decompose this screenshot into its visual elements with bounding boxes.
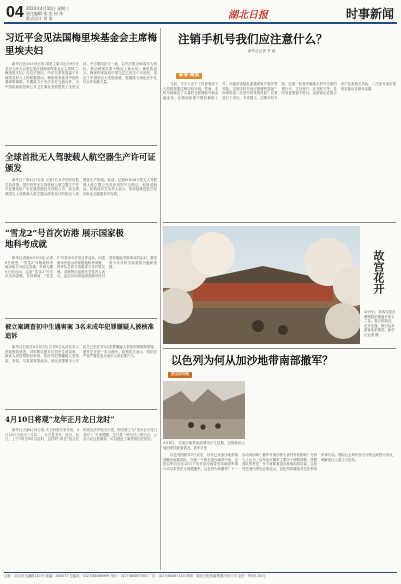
column-divider: [160, 28, 161, 570]
footer-info: [4, 572, 397, 584]
headline-phone: 注销手机号我们应注意什么？: [178, 32, 328, 46]
tag-hot-qa: 热点问答: [168, 372, 192, 378]
masthead: [0, 0, 401, 25]
headline-drone: 全球首批无人驾驶载人航空器生产许可证颁发: [5, 152, 156, 173]
gaza-photo-caption: 4月8日，在加沙地带南部城市汗尤尼斯，巴勒斯坦人返回家园查看情况。新华社发: [163, 441, 245, 450]
divider: [163, 222, 396, 223]
headline-dragon: 4月10日将观“龙年正月龙日龙时”: [5, 415, 115, 424]
forbidden-city-image: [163, 226, 360, 344]
divider: [5, 409, 157, 410]
sidebar-title: 故宫花开: [372, 250, 385, 294]
body-drone: 新华社广州4月7日电 记者7日从中国民用航空局获悉，国内首张无人驾驶载人航空器生产许可证颁发给广东亿航智能技术有限公司，标志着我国无人驾驶载人航空器从研发设计阶段迈入规模化生产阶段。此前，亿航EH216-S型无人驾驶载人航空器已先后获得型号合格证、标准适航证。民航局有关负责人表示，将持续推进低空经济新业态健康有序发展。: [5, 178, 157, 196]
body-phone: 当前，不少人出于工作需要或个人原因需要注销手机号码。然而，手机号码绑定了大量的互联网账号和金融业务，注销前如果不做好解绑工作，可能带来隐私泄露和财产损失等风险。注销手机号前应做哪些准备？如何防范二次放号带来的风险？记者进行了采访。专家提示，注销手机号前，应逐一检查并解绑手机号关联的银行卡、支付账户、社交账号等，及时变更预留手机号。运营商也应提示用户注意相关风险，二次放号前应按规定留出足够冷冻期。: [163, 82, 396, 100]
body-gaza: 以色列国防军7日宣布，以军已从加沙地带南部撤出地面部队，仅留一个旅在加沙地带中部。这是以军自去年10月下旬对加沙地带发动地面军事行动以来首次大规模撤军。以色列为何撤军？下一步动向如何？撤军对加沙停火谈判有何影响？分析人士认为，以军此次撤军主要出于调整部署、休整部队等考虑，并不意味着加沙战事即将结束。以色列总理内塔尼亚胡表示，以色列将继续对拉法采取军事行动。国际社会呼吁各方尽快达成停火协议，缓解加沙人道主义危机。: [163, 453, 396, 471]
headline-case: 被立案调查初中生遇害案 3名未成年犯罪嫌疑人被核准追诉: [5, 324, 154, 340]
byline-phone: 新华社记者 李 斌: [248, 49, 276, 53]
headline-xi: 习近平会见法国梅里埃基金会主席梅里埃夫妇: [5, 33, 158, 57]
divider: [163, 348, 396, 349]
body-dragon: 新华社天津4月9日电 天文科普专家介绍，4月10日为农历三月初二，当天是龙年、辰月、辰日，上午7时至9时为辰时，这样的“四龙”组合在传统历法中较为少见，网友称之为“龙年正月龙日龙时”。专家提醒，这只是一种历法上的巧合，公众不必过度解读，可以借此了解传统历法知识。: [5, 428, 157, 442]
divider: [5, 222, 157, 223]
issue-date: 2024年4月10日 星期三 责任编辑 张 龙 何 伟 版式设计 刘 涛: [26, 6, 70, 21]
footer-text: 社址：武汉市东湖路181号 邮编：430077 总编室：(027)88566999 发行：(027)88567555 广告：(027)88567333 印刷：湖北日报传媒集团印务公司 定价：每份1.50元: [4, 574, 266, 578]
body-xi: 新华社北京4月9日电 国家主席习近平9日在北京人民大会堂会见法国梅里埃基金会主席阿兰·梅里埃夫妇。习近平指出，中法关系发展离不开两国友好人士的积极推动。梅里埃家族同中国有着深厚渊源，长期致力于中法友好交流合作，为中国疾病防控和公共卫生事业发展提供了宝贵支持。中方愿同法方一道，以中法建交60周年为契机，推动两国关系不断迈上新台阶。梅里埃表示，梅里埃家族同中国交往已有半个多世纪，见证了中国的巨大发展成就，愿继续为深化法中友好合作贡献力量。: [5, 62, 157, 89]
headline-gaza: 以色列为何从加沙地带南部撤军？: [171, 354, 333, 367]
divider: [5, 145, 157, 146]
paper-name: 湖北日报: [228, 10, 268, 21]
divider: [5, 318, 157, 319]
masthead-rule: [4, 22, 397, 24]
section-title: 时事新闻: [345, 7, 394, 21]
body-snow: 新华社香港4月9日电 记者9日获悉，“雪龙2”号极地科考破冰船当天抵达香港，开始为期5天的访问，这是“雪龙2”号首次访问香港。访问期间，“雪龙2”号将举办开放日等活动，向香港市民展示国家极地科考成就，科考队员将与香港青少年开展交流。香港特区政府有关负责人表示，此次访问将加深香港市民对国家极地考察事业的认识，激发青少年对科学探索的兴趣和热情。: [5, 256, 157, 279]
page-number: 04: [6, 4, 24, 21]
gaza-photo: [163, 381, 245, 439]
gaza-image: [163, 381, 245, 439]
forbidden-city-photo: [163, 226, 360, 344]
sidebar-caption: 4月9日，游客在故宫博物院拍摄盛开的玉兰花。春日的故宫，花开正盛，吸引众多游客前来观赏。新华社记者 摄: [364, 310, 396, 337]
body-case: 新华社石家庄4月9日电 记者9日从河北省人民检察院获悉，对邯郸市肥乡区初中生被害案，最高人民检察院经审查，依法对犯罪嫌疑人张某某、李某、马某某核准追诉。河北省邯郸市公安机关已依法对3名犯罪嫌疑人采取刑事强制措施，案件正在进一步办理中。检察机关表示，将依法严惩严重危害未成年人的犯罪行为。: [5, 345, 157, 363]
headline-snow: “雪龙2”号首次访港 展示国家极地科考成就: [5, 228, 124, 249]
tag-focus: 新春·聚焦: [176, 73, 202, 79]
